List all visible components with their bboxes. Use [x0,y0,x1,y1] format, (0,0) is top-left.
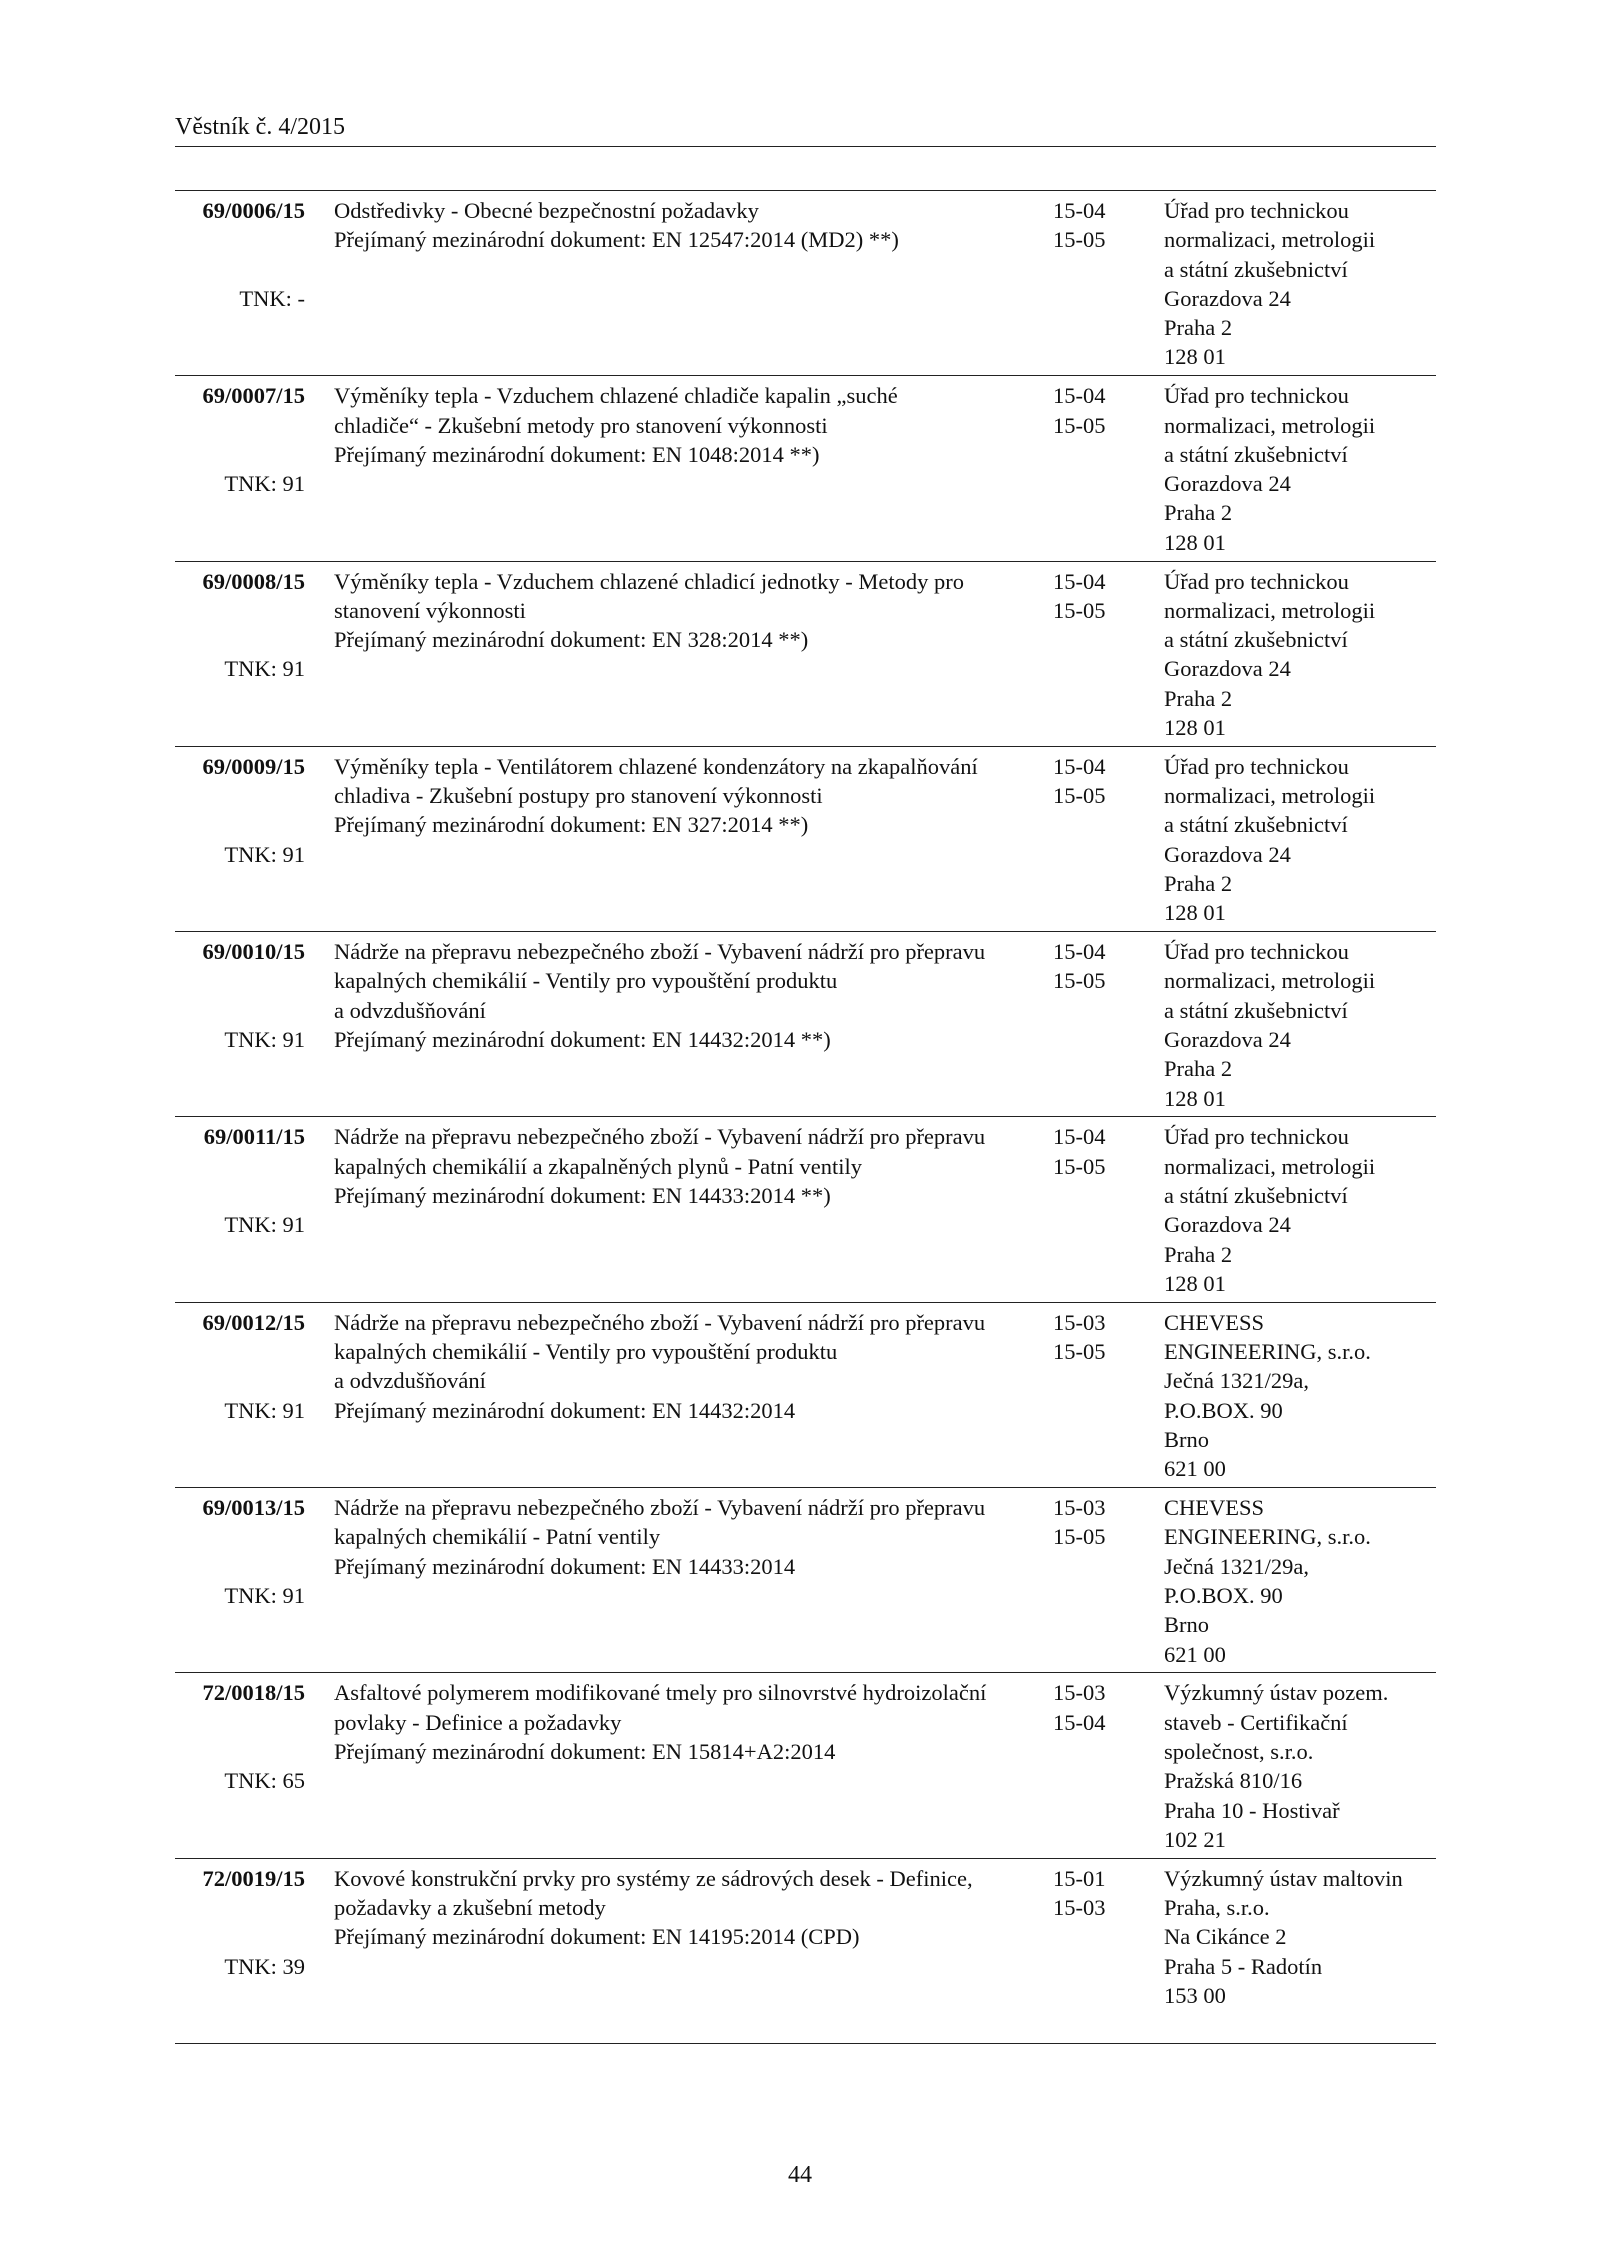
entry-address-line: Praha 2 [1164,315,1233,341]
entry-address-line: Ječná 1321/29a, [1164,1368,1309,1394]
entry-address-line: Brno [1164,1426,1209,1452]
entry-address-line: normalizaci, metrologii [1164,412,1376,438]
entry-address-line: Ječná 1321/29a, [1164,1553,1309,1579]
entry-address-line: Praha 2 [1164,1056,1233,1082]
entry-address-line: Pražská 810/16 [1164,1768,1303,1794]
entry-id-column [175,1678,305,1795]
entry-address-line: staveb - Certifikační [1164,1709,1348,1735]
entry-tnk: TNK: 91 [224,1397,305,1423]
entry-dates [1053,196,1123,255]
journal-title: Věstník č. 4/2015 [175,114,345,140]
entry-address-line: 128 01 [1164,529,1226,555]
table-row [175,747,1436,932]
entry-address-line: Brno [1164,1612,1209,1638]
entry-address-line: 102 21 [1164,1826,1226,1852]
entry-id-column [175,1308,305,1425]
entry-date: 15-04 [1053,939,1106,965]
entry-address [1164,1864,1436,2010]
entry-title-line: Přejímaný mezinárodní dokument: EN 328:2014 **) [334,627,809,653]
entry-date: 15-04 [1053,198,1106,223]
entry-title-line: Přejímaný mezinárodní dokument: EN 12547:2014 (MD2) **) [334,227,899,253]
entry-address-line: Gorazdova 24 [1164,656,1291,682]
entry-date: 15-04 [1053,568,1106,594]
entry-address-line: Praha 5 - Radotín [1164,1953,1323,1979]
entry-title-line: chladiva - Zkušební postupy pro stanovení výkonnosti [334,783,823,809]
entry-address-line: Úřad pro technickou [1164,753,1349,779]
entry-date: 15-05 [1053,412,1106,438]
entry-address-line: Praha 10 - Hostivař [1164,1797,1340,1823]
entry-id-column [175,752,305,869]
page-number: 44 [788,2162,812,2188]
entry-dates [1053,937,1123,996]
table-row [175,932,1436,1117]
entry-title-line: Nádrže na přepravu nebezpečného zboží - Vybavení nádrží pro přepravu [334,1124,986,1150]
entry-address-line: Gorazdova 24 [1164,285,1291,311]
entry-address-line: Praha 2 [1164,500,1233,526]
entry-title-line: Přejímaný mezinárodní dokument: EN 15814+A2:2014 [334,1738,836,1764]
entry-date: 15-05 [1053,227,1106,253]
entry-id-column [175,196,305,313]
entry-address-line: P.O.BOX. 90 [1164,1582,1283,1608]
entry-tnk: TNK: 91 [224,471,305,497]
entry-address-line: a státní zkušebnictví [1164,627,1348,653]
entry-number: 69/0006/15 [202,198,305,223]
entry-title-line: Přejímaný mezinárodní dokument: EN 14432:2014 **) [334,1027,831,1053]
entry-title-line: Nádrže na přepravu nebezpečného zboží - Vybavení nádrží pro přepravu [334,939,986,965]
entry-title-line: Nádrže na přepravu nebezpečného zboží - Vybavení nádrží pro přepravu [334,1309,986,1335]
entry-title-line: a odvzdušňování [334,1368,486,1394]
entry-title-line: Kovové konstrukční prvky pro systémy ze sádrových desek - Definice, [334,1865,973,1891]
entry-dates [1053,1122,1123,1181]
entry-address-line: Úřad pro technickou [1164,198,1349,223]
entry-dates [1053,752,1123,811]
entry-title-line: Výměníky tepla - Vzduchem chlazené chladicí jednotky - Metody pro [334,568,964,594]
entry-number: 72/0018/15 [202,1680,305,1706]
entry-dates [1053,1864,1123,1923]
entry-address-line: společnost, s.r.o. [1164,1738,1314,1764]
entry-date: 15-01 [1053,1865,1106,1891]
page-header [175,112,1436,147]
entry-address-line: Gorazdova 24 [1164,471,1291,497]
standards-table [175,190,1436,2044]
table-row [175,376,1436,561]
entry-date: 15-03 [1053,1309,1106,1335]
entry-date: 15-03 [1053,1680,1106,1706]
entry-title-line: a odvzdušňování [334,997,486,1023]
entry-address [1164,567,1436,743]
entry-title-line: Výměníky tepla - Vzduchem chlazené chladiče kapalin „suché [334,383,898,409]
entry-tnk: TNK: 91 [224,1212,305,1238]
entry-address-line: normalizaci, metrologii [1164,1153,1376,1179]
entry-title-line: Přejímaný mezinárodní dokument: EN 14433:2014 [334,1553,796,1579]
entry-address-line: a státní zkušebnictví [1164,441,1348,467]
entry-address-line: Výzkumný ústav maltovin [1164,1865,1403,1891]
table-row [175,562,1436,747]
entry-date: 15-04 [1053,1709,1106,1735]
entry-title-line: kapalných chemikálií a zkapalněných plynů - Patní ventily [334,1153,862,1179]
table-row [175,1117,1436,1302]
entry-address-line: Praha, s.r.o. [1164,1894,1270,1920]
entry-title-line: Přejímaný mezinárodní dokument: EN 14432:2014 [334,1397,796,1423]
entry-tnk: TNK: 91 [224,656,305,682]
entry-address-line: Úřad pro technickou [1164,1124,1349,1150]
entry-address [1164,1678,1436,1854]
entry-address-line: 128 01 [1164,1270,1226,1296]
entry-title-line: kapalných chemikálií - Patní ventily [334,1524,661,1550]
table-row [175,1303,1436,1488]
entry-id-column [175,1864,305,1981]
entry-title-line: Nádrže na přepravu nebezpečného zboží - Vybavení nádrží pro přepravu [334,1495,986,1521]
entry-address-line: 621 00 [1164,1456,1226,1482]
entry-address-line: 153 00 [1164,1982,1226,2008]
entry-tnk: TNK: 39 [224,1953,305,1979]
entry-date: 15-04 [1053,1124,1106,1150]
entry-address-line: Úřad pro technickou [1164,939,1349,965]
entry-address [1164,752,1436,928]
entry-address [1164,196,1436,372]
entry-id-column [175,1122,305,1239]
entry-title-line: Přejímaný mezinárodní dokument: EN 14195:2014 (CPD) [334,1924,860,1950]
entry-address-line: Praha 2 [1164,871,1233,897]
entry-dates [1053,1308,1123,1367]
entry-address-line: ENGINEERING, s.r.o. [1164,1524,1371,1550]
entry-dates [1053,567,1123,626]
entry-title-line: Odstředivky - Obecné bezpečnostní požadavky [334,198,759,223]
entry-tnk: TNK: 65 [224,1768,305,1794]
entry-address-line: 128 01 [1164,344,1226,370]
entry-address-line: normalizaci, metrologii [1164,597,1376,623]
entry-date: 15-05 [1053,968,1106,994]
entry-id-column [175,1493,305,1610]
entry-address-line: normalizaci, metrologii [1164,227,1376,253]
entry-address-line: Úřad pro technickou [1164,383,1349,409]
entry-address [1164,381,1436,557]
entry-address-line: 128 01 [1164,900,1226,926]
entry-number: 69/0007/15 [202,383,305,409]
entry-number: 69/0010/15 [202,939,305,965]
entry-title-line: povlaky - Definice a požadavky [334,1709,622,1735]
entry-tnk: TNK: 91 [224,841,305,867]
entry-title-line: Přejímaný mezinárodní dokument: EN 327:2014 **) [334,812,809,838]
entry-address-line: P.O.BOX. 90 [1164,1397,1283,1423]
entry-id-column [175,567,305,684]
entry-address-line: Gorazdova 24 [1164,841,1291,867]
entry-number: 72/0019/15 [202,1865,305,1891]
entry-address-line: a státní zkušebnictví [1164,997,1348,1023]
entry-date: 15-05 [1053,1153,1106,1179]
entry-address-line: ENGINEERING, s.r.o. [1164,1339,1371,1365]
entry-title-line: požadavky a zkušební metody [334,1894,606,1920]
entry-id-column [175,937,305,1054]
entry-number: 69/0011/15 [203,1124,305,1150]
entry-date: 15-05 [1053,1339,1106,1365]
entry-title-line: Výměníky tepla - Ventilátorem chlazené kondenzátory na zkapalňování [334,753,978,779]
entry-title-line: kapalných chemikálií - Ventily pro vypouštění produktu [334,968,838,994]
table-row [175,1673,1436,1858]
entry-address-line: Výzkumný ústav pozem. [1164,1680,1389,1706]
entry-address-line: a státní zkušebnictví [1164,812,1348,838]
entry-title-line: Přejímaný mezinárodní dokument: EN 1048:2014 **) [334,441,820,467]
entry-date: 15-04 [1053,383,1106,409]
entry-date: 15-04 [1053,753,1106,779]
entry-number: 69/0008/15 [202,568,305,594]
entry-date: 15-03 [1053,1495,1106,1521]
entry-address-line: Praha 2 [1164,1241,1233,1267]
entry-tnk: TNK: - [239,285,305,311]
entry-date: 15-03 [1053,1894,1106,1920]
entry-title-line: kapalných chemikálií - Ventily pro vypouštění produktu [334,1339,838,1365]
entry-title-line: Přejímaný mezinárodní dokument: EN 14433:2014 **) [334,1183,831,1209]
entry-number: 69/0012/15 [202,1309,305,1335]
entry-dates [1053,1493,1123,1552]
entry-address [1164,1122,1436,1298]
entry-dates [1053,1678,1123,1737]
entry-id-column [175,381,305,498]
entry-date: 15-05 [1053,1524,1106,1550]
entry-address-line: Úřad pro technickou [1164,568,1349,594]
entry-address-line: Na Cikánce 2 [1164,1924,1287,1950]
entry-address-line: Gorazdova 24 [1164,1027,1291,1053]
entry-address-line: 128 01 [1164,1085,1226,1111]
entry-address-line: 621 00 [1164,1641,1226,1667]
entry-dates [1053,381,1123,440]
entry-address [1164,1493,1436,1669]
entry-number: 69/0009/15 [202,753,305,779]
entry-address-line: a státní zkušebnictví [1164,256,1348,282]
entry-tnk: TNK: 91 [224,1027,305,1053]
entry-title-line: Asfaltové polymerem modifikované tmely pro silnovrstvé hydroizolační [334,1680,987,1706]
entry-address-line: CHEVESS [1164,1495,1265,1521]
table-row [175,1488,1436,1673]
entry-address-line: normalizaci, metrologii [1164,968,1376,994]
entry-date: 15-05 [1053,783,1106,809]
entry-address [1164,937,1436,1113]
entry-title-line: stanovení výkonnosti [334,597,526,623]
entry-address-line: normalizaci, metrologii [1164,783,1376,809]
entry-address-line: CHEVESS [1164,1309,1265,1335]
entry-address-line: Praha 2 [1164,685,1233,711]
entry-title-line: chladiče“ - Zkušební metody pro stanovení výkonnosti [334,412,828,438]
entry-tnk: TNK: 91 [224,1582,305,1608]
table-row [175,191,1436,376]
entry-address [1164,1308,1436,1484]
entry-number: 69/0013/15 [202,1495,305,1521]
table-row [175,1859,1436,2044]
entry-date: 15-05 [1053,597,1106,623]
entry-address-line: Gorazdova 24 [1164,1212,1291,1238]
entry-address-line: a státní zkušebnictví [1164,1183,1348,1209]
entry-address-line: 128 01 [1164,715,1226,741]
